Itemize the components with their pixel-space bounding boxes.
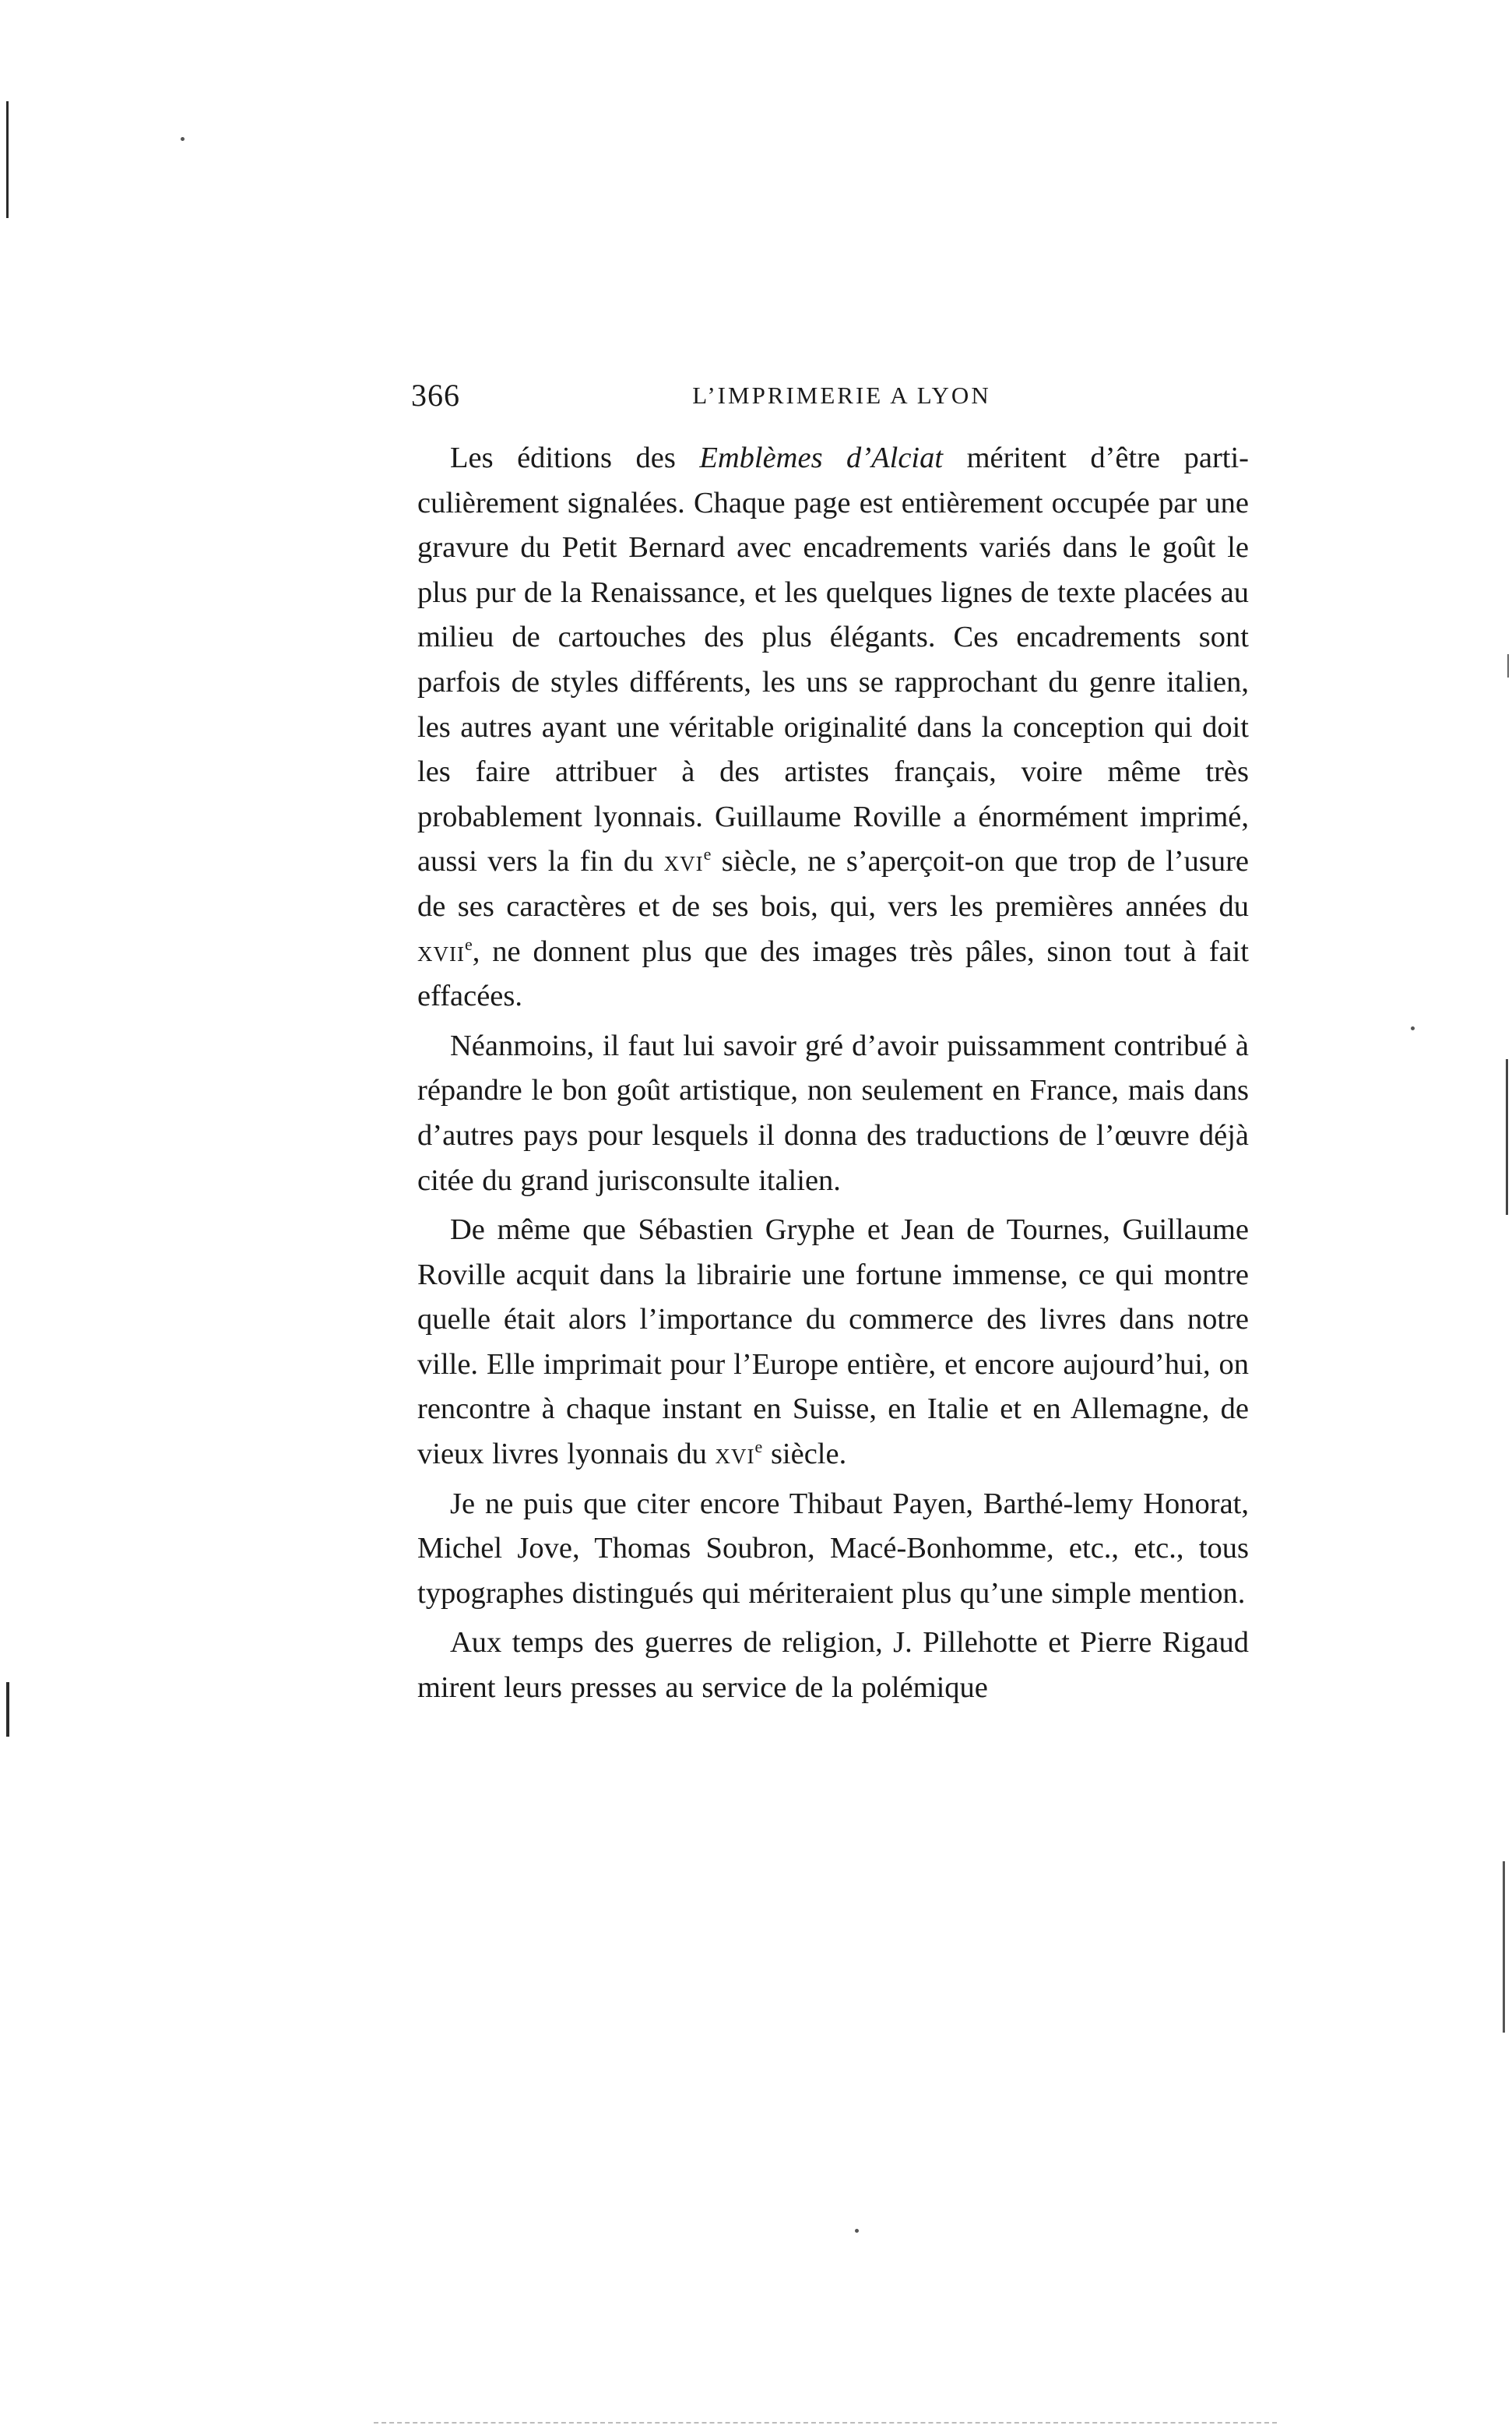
superscript: e [464, 934, 473, 954]
scan-speck [1411, 1026, 1415, 1030]
text-run: méritent d’être parti-culièrement signalées. Chaque page est entièrement occupée par une gravure du Petit Bernard avec encadrements variés dans le goût le plus pur de la Renaissance, et les quelques lignes de texte placées au milieu de cartouches des plus élégants. Ces encadrements sont parfois de styles différents, les uns se rapprochant du genre italien, les autres ayant une véritable originalité dans la conception qui doit les faire attribuer à des artistes français, voire même très probablement lyonnais. Guillaume Roville a énormément imprimé, aussi vers la fin du [417, 442, 1249, 878]
scan-edge-mark [6, 101, 9, 218]
superscript: e [754, 1437, 763, 1457]
scan-speck [181, 137, 185, 141]
superscript: e [703, 844, 712, 864]
text-run: siècle, ne s’aperçoit-on que trop de l’usure de ses caractères et de ses bois, qui, vers les premières années du [417, 845, 1249, 923]
paragraph-de-meme [417, 1208, 1249, 1477]
running-title: L’IMPRIMERIE A LYON [692, 382, 991, 409]
text-run: Les éditions des [450, 442, 700, 474]
text-run: De même que Sébastien Gryphe et Jean de Tournes, Guillaume Roville acquit dans la librairie une fortune immense, ce qui montre quelle était alors l’importance du commerce des livres dans notre ville. Elle imprimait pour l’Europe entière, et encore aujourd’hui, on rencontre à chaque instant en Suisse, en Italie et en Allemagne, de vieux livres lyonnais du [417, 1213, 1249, 1471]
scan-bottom-edge [374, 2422, 1277, 2424]
page-header [411, 372, 1249, 419]
paragraph-emblemes [417, 436, 1249, 1019]
scan-edge-mark [1506, 1059, 1508, 1215]
century-numeral: xvi [715, 1438, 755, 1471]
scan-edge-mark [1507, 654, 1509, 678]
book-title-italic: Emblèmes d’Alciat [699, 442, 944, 474]
century-numeral: xvii [417, 935, 465, 968]
text-run: , ne donnent plus que des images très pâles, sinon tout à fait effacées. [417, 935, 1249, 1013]
text-run: siècle. [762, 1438, 847, 1471]
scan-edge-mark [6, 1682, 9, 1737]
page-number: 366 [411, 378, 460, 413]
body-text [417, 436, 1249, 1716]
paragraph-aux-temps: Aux temps des guerres de religion, J. Pillehotte et Pierre Rigaud mirent leurs presses au service de la polémique [417, 1626, 1249, 1705]
paragraph-je-ne-puis: Je ne puis que citer encore Thibaut Payen, Barthé-lemy Honorat, Michel Jove, Thomas Soubron, Macé-Bonhomme, etc., etc., tous typographes distingués qui mériteraient plus qu’une simple mention. [417, 1487, 1249, 1610]
century-numeral: xvi [663, 845, 704, 878]
scan-edge-mark [1503, 1861, 1505, 2033]
scan-speck [855, 2229, 859, 2233]
paragraph-neanmoins: Néanmoins, il faut lui savoir gré d’avoir puissamment contribué à répandre le bon goût artistique, non seulement en France, mais dans d’autres pays pour lesquels il donna des traductions de l’œuvre déjà citée du grand jurisconsulte italien. [417, 1029, 1249, 1197]
